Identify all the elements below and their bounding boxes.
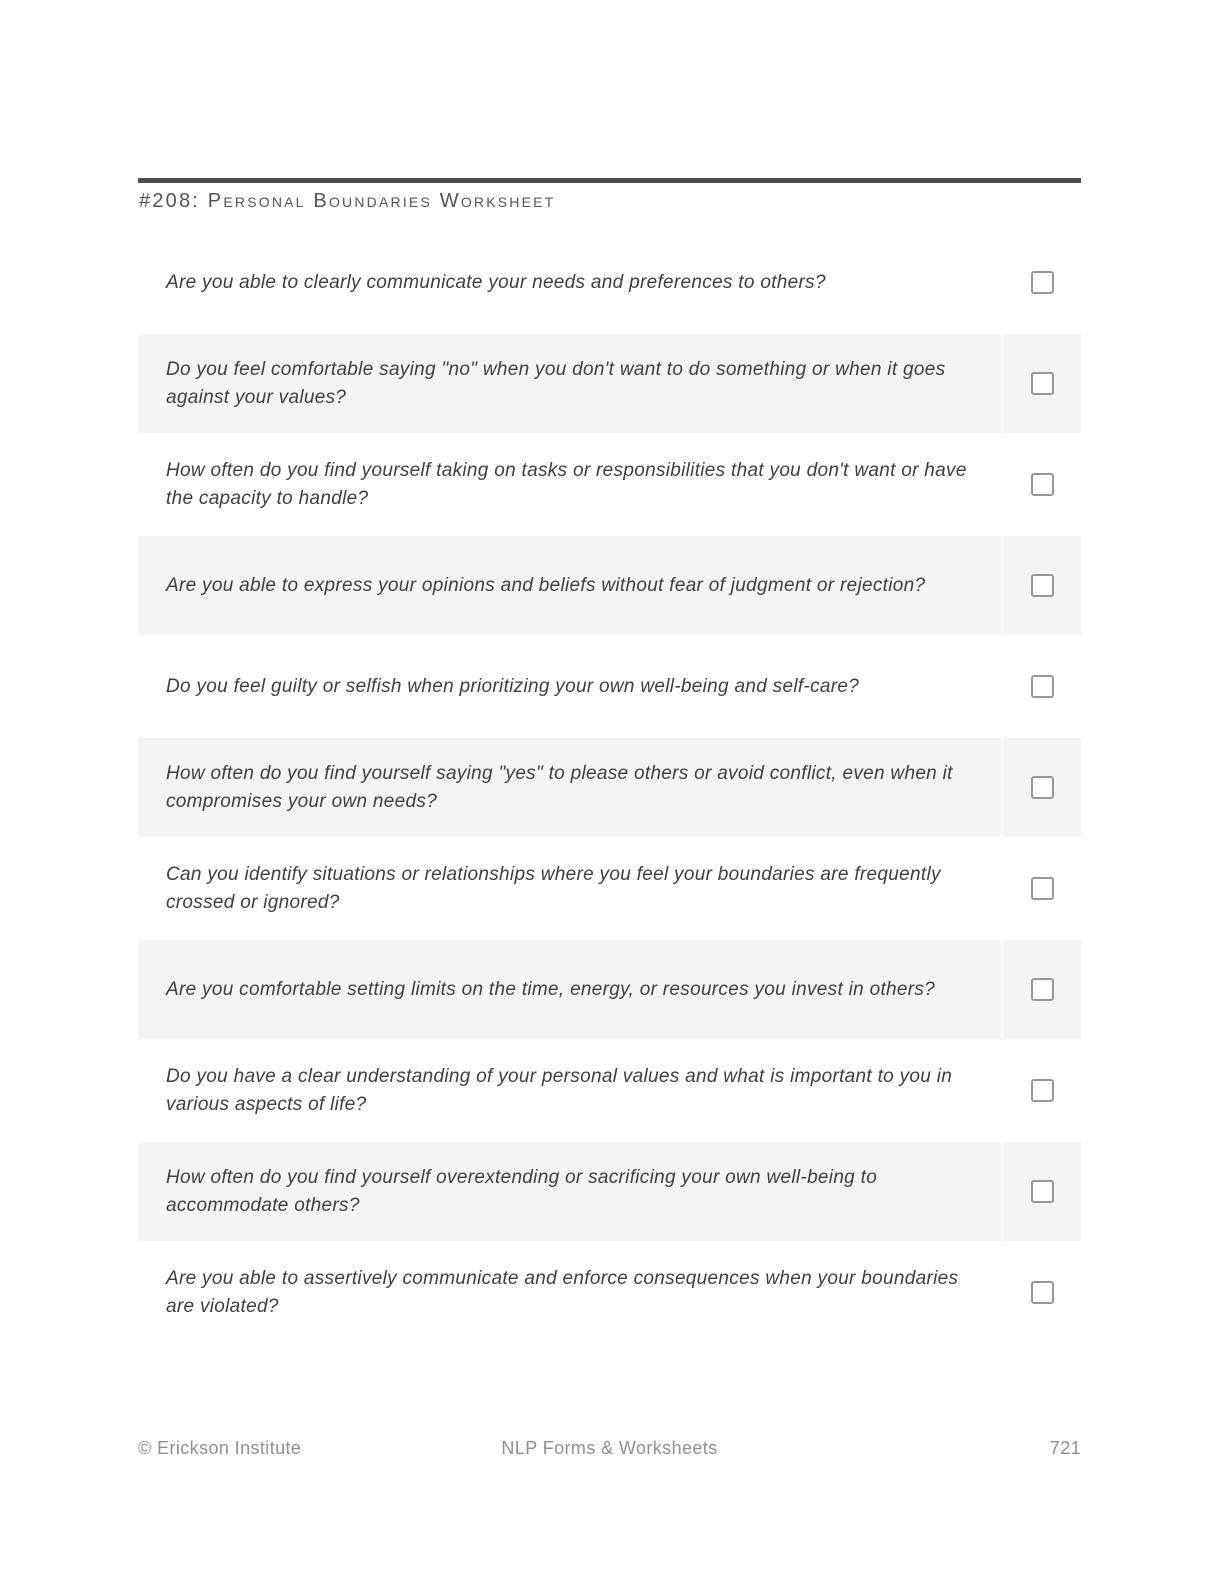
question-row [138, 1041, 1081, 1140]
question-text: How often do you find yourself taking on tasks or responsibilities that you don't want or have the capacity to handle? [166, 459, 967, 509]
checkbox[interactable] [1031, 978, 1054, 1001]
question-text: Can you identify situations or relationships where you feel your boundaries are frequently crossed or ignored? [166, 863, 941, 913]
checkbox[interactable] [1031, 271, 1054, 294]
checkbox[interactable] [1031, 1180, 1054, 1203]
question-text: Do you have a clear understanding of your personal values and what is important to you in various aspects of life? [166, 1065, 953, 1115]
question-row [138, 334, 1081, 433]
page-title: #208: Personal Boundaries Worksheet [139, 190, 556, 212]
checkbox-cell [1003, 435, 1081, 534]
checkbox[interactable] [1031, 372, 1054, 395]
checkbox-cell [1003, 334, 1081, 433]
question-text: Are you able to assertively communicate and enforce consequences when your boundaries are violated? [166, 1267, 959, 1317]
checkbox-cell [1003, 940, 1081, 1039]
page-footer [138, 1438, 1081, 1459]
question-row [138, 839, 1081, 938]
checkbox-cell [1003, 536, 1081, 635]
checkbox-cell [1003, 233, 1081, 332]
question-row [138, 435, 1081, 534]
question-row [138, 637, 1081, 736]
checkbox-cell [1003, 1142, 1081, 1241]
question-row [138, 536, 1081, 635]
header-rule [138, 178, 1081, 183]
question-text: Do you feel guilty or selfish when prioritizing your own well-being and self-care? [166, 675, 860, 697]
checkbox[interactable] [1031, 1281, 1054, 1304]
footer-page-number: 721 [1049, 1438, 1082, 1458]
checkbox-cell [1003, 1041, 1081, 1140]
footer-copyright: © Erickson Institute [138, 1438, 302, 1458]
checkbox[interactable] [1031, 1079, 1054, 1102]
checkbox[interactable] [1031, 574, 1054, 597]
question-list [138, 233, 1081, 1342]
question-row [138, 233, 1081, 332]
question-text: Are you able to express your opinions and beliefs without fear of judgment or rejection? [138, 536, 1001, 635]
question-row [138, 1243, 1081, 1342]
worksheet-page [138, 178, 1081, 1342]
question-text: Are you comfortable setting limits on the time, energy, or resources you invest in others? [138, 940, 1001, 1039]
question-row [138, 738, 1081, 837]
checkbox-cell [1003, 1243, 1081, 1342]
question-text: Are you able to clearly communicate your needs and preferences to others? [166, 271, 826, 293]
checkbox[interactable] [1031, 877, 1054, 900]
checkbox-cell [1003, 839, 1081, 938]
checkbox[interactable] [1031, 473, 1054, 496]
checkbox-cell [1003, 738, 1081, 837]
question-text: How often do you find yourself overextending or sacrificing your own well-being to accommodate others? [138, 1142, 1001, 1241]
question-text: Do you feel comfortable saying "no" when you don't want to do something or when it goes against your values? [138, 334, 1001, 433]
footer-book-title: NLP Forms & Worksheets [501, 1438, 718, 1458]
checkbox[interactable] [1031, 675, 1054, 698]
question-row [138, 1142, 1081, 1241]
question-text: How often do you find yourself saying "yes" to please others or avoid conflict, even when it compromises your own needs? [138, 738, 1001, 837]
checkbox[interactable] [1031, 776, 1054, 799]
question-row [138, 940, 1081, 1039]
checkbox-cell [1003, 637, 1081, 736]
